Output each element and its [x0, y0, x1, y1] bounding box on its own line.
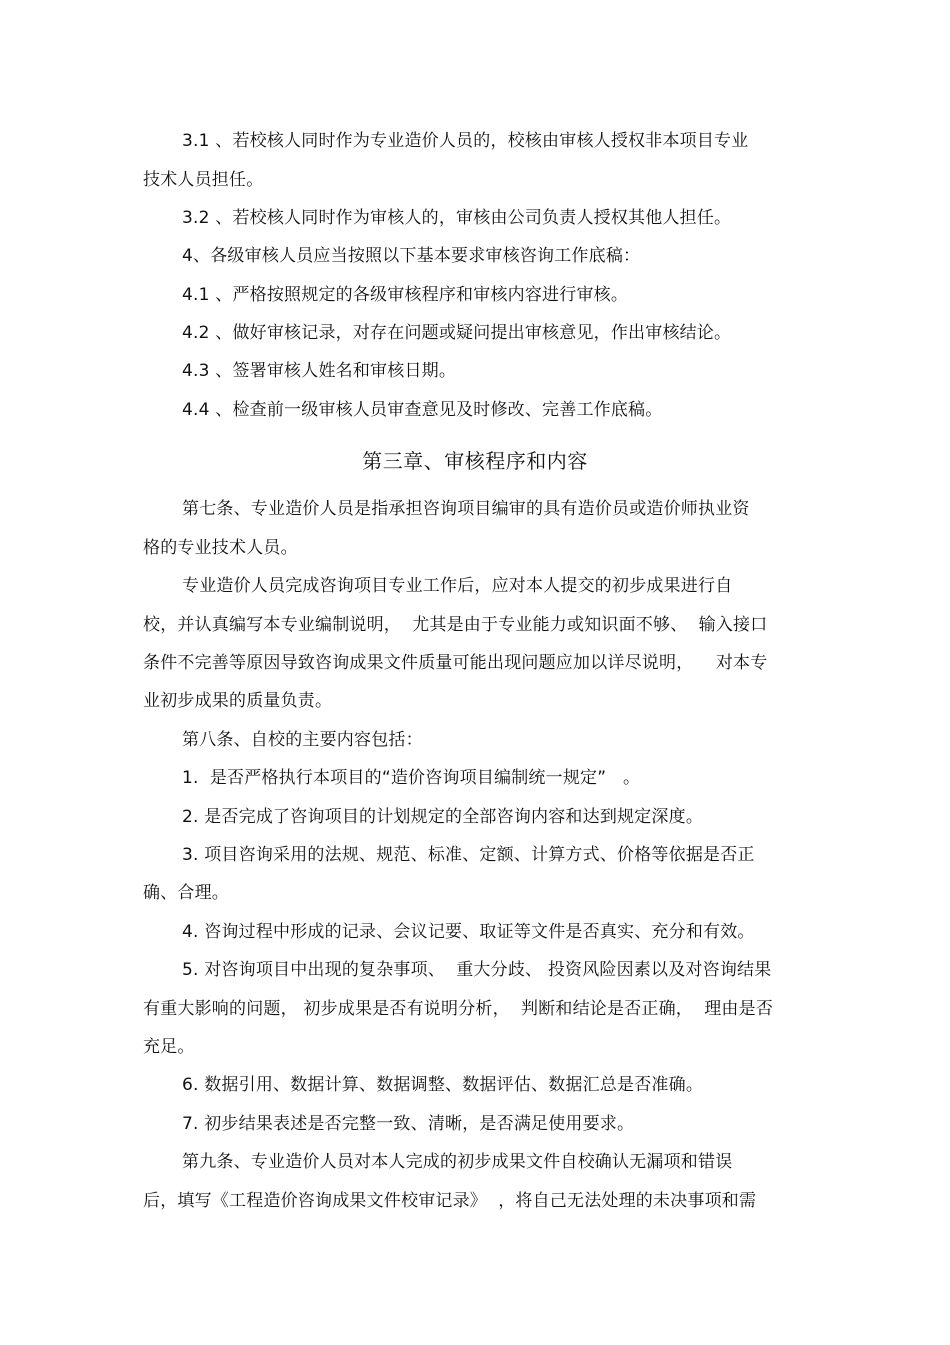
paragraph-line: 4. 咨询过程中形成的记录、会议记要、取证等文件是否真实、充分和有效。: [182, 922, 755, 942]
paragraph-line: 技术人员担任。: [143, 170, 264, 190]
paragraph-line: 1. 是否严格执行本项目的“造价咨询项目编制统一规定” 。: [182, 768, 641, 788]
paragraph-line: 3.2 、若校核人同时作为审核人的，审核由公司负责人授权其他人担任。: [182, 208, 732, 228]
paragraph-line: 4.3 、签署审核人姓名和审核日期。: [182, 361, 457, 381]
paragraph-line: 后，填写《工程造价咨询成果文件校审记录》 ，将自己无法处理的未决事项和需: [143, 1191, 757, 1211]
paragraph-line: 2. 是否完成了咨询项目的计划规定的全部咨询内容和达到规定深度。: [182, 807, 704, 827]
paragraph-line: 校，并认真编写本专业编制说明， 尤其是由于专业能力或知识面不够、 输入接口: [143, 615, 768, 635]
paragraph-line: 3. 项目咨询采用的法规、规范、标准、定额、计算方式、价格等依据是否正: [182, 845, 755, 865]
paragraph-line: 第七条、专业造价人员是指承担咨询项目编审的具有造价员或造价师执业资: [182, 499, 750, 519]
paragraph-line: 充足。: [143, 1037, 195, 1057]
paragraph-line: 格的专业技术人员。: [143, 538, 298, 558]
paragraph-line: 4.4 、检查前一级审核人员审查意见及时修改、完善工作底稿。: [182, 400, 663, 420]
paragraph-line: 4、各级审核人员应当按照以下基本要求审核咨询工作底稿：: [182, 246, 641, 266]
paragraph-line: 条件不完善等原因导致咨询成果文件质量可能出现问题应加以详尽说明， 对本专: [143, 653, 768, 673]
paragraph-line: 4.1 、严格按照规定的各级审核程序和审核内容进行审核。: [182, 285, 629, 305]
paragraph-line: 3.1 、若校核人同时作为专业造价人员的，校核由审核人授权非本项目专业: [182, 131, 749, 151]
paragraph-line: 第八条、自校的主要内容包括：: [182, 730, 423, 750]
paragraph-line: 专业造价人员完成咨询项目专业工作后，应对本人提交的初步成果进行自: [182, 576, 733, 596]
paragraph-line: 5. 对咨询项目中出现的复杂事项、 重大分歧、 投资风险因素以及对咨询结果: [182, 960, 772, 980]
paragraph-line: 第九条、专业造价人员对本人完成的初步成果文件自校确认无漏项和错误: [182, 1152, 733, 1172]
paragraph-line: 业初步成果的质量负责。: [143, 691, 333, 711]
paragraph-line: 7. 初步结果表述是否完整一致、清晰，是否满足使用要求。: [182, 1114, 635, 1134]
chapter-heading: 第三章、审核程序和内容: [362, 449, 588, 473]
paragraph-line: 4.2 、做好审核记录，对存在问题或疑问提出审核意见，作出审核结论。: [182, 323, 732, 343]
paragraph-line: 有重大影响的问题， 初步成果是否有说明分析， 判断和结论是否正确， 理由是否: [143, 999, 774, 1019]
paragraph-line: 确、合理。: [143, 883, 229, 903]
paragraph-line: 6. 数据引用、数据计算、数据调整、数据评估、数据汇总是否准确。: [182, 1075, 704, 1095]
